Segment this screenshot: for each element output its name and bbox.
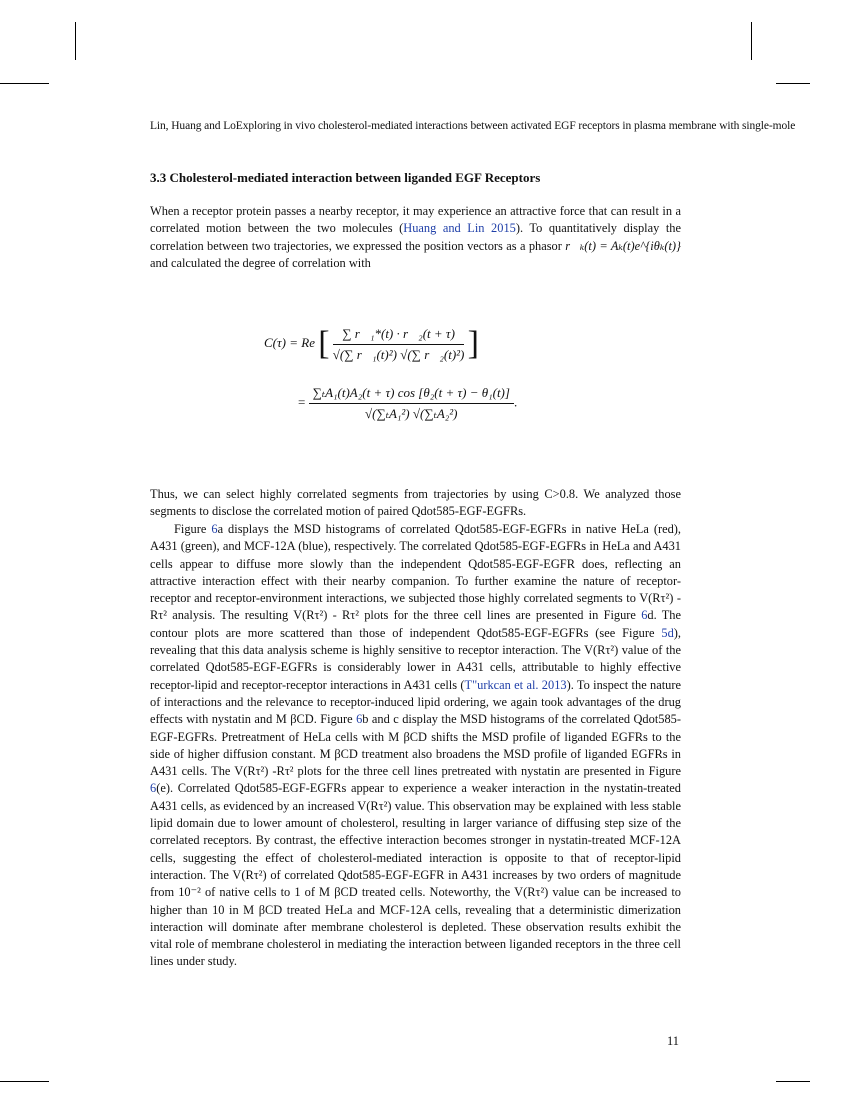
figure-6b-link[interactable]: 6 (356, 712, 363, 727)
crop-mark (0, 1081, 49, 1082)
figure-6e-link[interactable]: 6 (150, 781, 157, 796)
intro-text: ). To quantitatively display the correlation between two trajectories, we expressed the position vectors as a phasor (150, 221, 681, 253)
body-text: b and c display the MSD histograms of the correlated Qdot585-EGF-EGFRs. Pretreatment of HeLa cells with M βCD shifts the MSD profile of liganded EGFRs to the side of higher diffusion constant. M βCD treatment also broadens the MSD profile of liganded EGFRs in A431 cells. The V(Rτ²) -Rτ² plots for the three cell lines pretreated with nystatin are presented in Figure (150, 712, 681, 779)
equation-fraction-2 (309, 385, 514, 422)
paragraph-thus: Thus, we can select highly correlated segments from trajectories by using C>0.8. We analyzed those segments to disclose the correlated motion of paired Qdot585-EGF-EGFRs. (150, 487, 681, 519)
body-text: d. The contour plots are more scattered than those of independent Qdot585-EGF-EGFRs (see Figure (150, 608, 681, 640)
crop-mark (751, 22, 752, 60)
equation-fraction-1 (333, 326, 465, 363)
intro-text: When a receptor protein passes a nearby receptor, it may experience an attractive force that can result in a correlated motion between the two molecules ( (150, 204, 681, 236)
body-text: (e). Correlated Qdot585-EGF-EGFRs appear to experience a weaker interaction in the nystatin-treated A431 cells, as evidenced by an increased V(Rτ²) value. This observation may be explained with less stable lipid domain due to lower amount of cholesterol, resulting in larger variance of diffusing step size of the correlated receptors. By contrast, the effective interaction becomes stronger in nystatin-treated MCF-12A cells, suggesting the effect of cholesterol-mediated interaction is opposite to that of receptor-lipid interaction. The V(Rτ²) of correlated Qdot585-EGF-EGFR in A431 increases by two orders of magnitude from 10⁻² of native cells to 1 of M βCD treated cells. Noteworthy, the V(Rτ²) value can be increased to higher than 10 in M βCD treated HeLa and MCF-12A cells, revealing that a deterministic dimerization interaction will dominate after membrane cholesterol is depleted. These observation results exhibit the vital role of membrane cholesterol in mediating the interaction between liganded receptors in the three cell lines under study. (150, 781, 681, 969)
equation-denominator-1: √(∑ r⃗₁(t)²) √(∑ r⃗₂(t)²) (332, 346, 465, 362)
equation-line-2 (298, 385, 517, 422)
equation-period: . (513, 394, 518, 410)
crop-mark (776, 1081, 810, 1082)
body-text: a displays the MSD histograms of correlated Qdot585-EGF-EGFRs in native HeLa (red), A431 (green), and MCF-12A (blue), respectively. The correlated Qdot585-EGF-EGFRs in HeLa and A431 cells appear to diffuse more slowly than the independent Qdot585-EGF-EGFR does, reflecting an attractive interaction effect with their nearby companion. To further examine the nature of receptor-receptor and receptor-environment interactions, we subjected those highly correlated segments to V(Rτ²) -Rτ² analysis. The resulting V(Rτ²) - Rτ² plots for the three cell lines are presented in Figure (150, 522, 682, 623)
body-text: Figure (174, 522, 212, 536)
figure-5d-link[interactable]: 5d (661, 625, 674, 640)
body-text: ). To inspect the nature of interactions and the relevance to receptor-induced lipid ordering, we again took advantages of the drug effects with nystatin and M βCD. Figure (150, 677, 681, 727)
equation-numerator-2: ∑ₜA₁(t)A₂(t + τ) cos [θ₂(t + τ) − θ₁(t)] (309, 385, 514, 404)
figure-6d-link[interactable]: 6 (641, 608, 648, 623)
ref-link-huang-lin[interactable]: Huang and Lin 2015 (403, 221, 516, 236)
crop-mark (0, 83, 49, 84)
equation-line-1: C(τ) = Re [ $\frac{\text{∑ r⃗₁*(t) · r⃗₂(t + τ)}}{\text{√(∑ r⃗₁(t)²) √(∑ r⃗₂(t)²)}}$ ] (264, 325, 479, 362)
body-text: ), revealing that this data analysis scheme is highly sensitive to receptor interaction. The V(Rτ²) value of the correlated Qdot585-EGF-EGFRs is considerably lower in A431 cells, attributable to highly effective receptor-lipid and receptor-receptor interactions in A431 cells ( (150, 625, 681, 692)
equation-denominator-2: √(∑ₜA₁²) √(∑ₜA₂²) (365, 406, 458, 421)
figure-6a-link[interactable]: 6 (211, 522, 218, 536)
running-header: Lin, Huang and LoExploring in vivo cholesterol-mediated interactions between activated EGF receptors in plasma membrane with single-mole (150, 120, 796, 132)
equation-equals: = (298, 394, 306, 410)
equation-numerator-1: ∑ r⃗₁*(t) · r⃗₂(t + τ) (333, 326, 465, 345)
equation-lhs: C(τ) = Re (264, 334, 315, 350)
paragraph-figure6 (150, 521, 681, 971)
page-number: 11 (667, 1034, 679, 1048)
ref-link-turkcan[interactable]: T"urkcan et al. 2013 (464, 677, 567, 692)
crop-mark (75, 22, 76, 60)
section-title: 3.3 Cholesterol-mediated interaction between liganded EGF Receptors (150, 170, 541, 185)
crop-mark (776, 83, 810, 84)
intro-text: and calculated the degree of correlation with (150, 255, 371, 270)
intro-paragraph (150, 203, 681, 272)
phasor-math: r⃗ₖ(t) = Aₖ(t)e^{iθₖ(t)} (565, 238, 682, 253)
